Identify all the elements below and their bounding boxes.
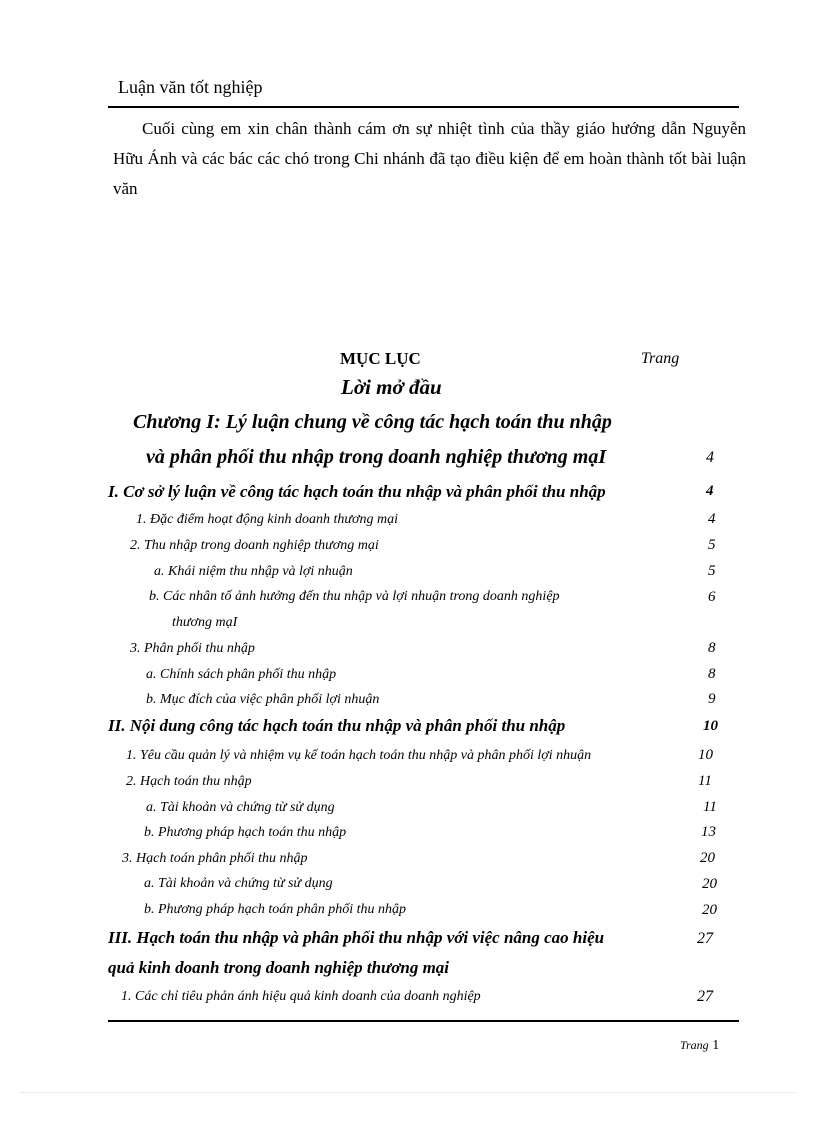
toc-entry-page: 20 [702, 876, 717, 892]
page-edge-divider [20, 1092, 796, 1093]
toc-chapter1-line2: và phân phối thu nhập trong doanh nghiệp thương mạI [146, 446, 607, 468]
toc-entry-page: 9 [708, 691, 716, 707]
toc-entry-page: 10 [698, 747, 713, 763]
running-header: Luận văn tốt nghiệp [118, 77, 263, 97]
toc-entry: b. Mục đích của việc phân phối lợi nhuận [146, 692, 380, 707]
toc-entry-page: 6 [708, 589, 716, 605]
toc-page-column-label: Trang [641, 350, 680, 367]
toc-entry: a. Tài khoản và chứng từ sử dụng [144, 876, 333, 891]
toc-intro: Lời mở đầu [341, 375, 442, 399]
toc-entry: a. Khái niệm thu nhập và lợi nhuận [154, 564, 353, 579]
toc-entry-page: 10 [703, 718, 718, 734]
toc-entry-page: 27 [697, 930, 713, 947]
toc-entry: 3. Phân phối thu nhập [130, 641, 255, 656]
toc-title: MỤC LỤC [340, 349, 421, 368]
footer-rule [108, 1020, 739, 1022]
page-footer [680, 1038, 719, 1054]
toc-entry: 3. Hạch toán phân phối thu nhập [122, 851, 308, 866]
toc-entry-page: 8 [708, 640, 716, 656]
toc-entry: 2. Thu nhập trong doanh nghiệp thương mại [130, 538, 379, 553]
header-rule [108, 106, 739, 108]
toc-entry-page: 11 [703, 799, 717, 815]
toc-entry-page: 11 [698, 773, 712, 789]
footer-page-number: 1 [712, 1038, 720, 1053]
toc-entry-page: 27 [697, 988, 713, 1005]
toc-entry-continuation: thương mạI [172, 615, 238, 630]
toc-entry-page: 5 [708, 563, 716, 579]
toc-entry: b. Các nhân tố ảnh hưởng đến thu nhập và lợi nhuận trong doanh nghiệp [149, 589, 560, 604]
toc-entry-page: 8 [708, 666, 716, 682]
toc-entry-page: 4 [708, 511, 716, 527]
toc-entry: 2. Hạch toán thu nhập [126, 774, 252, 789]
toc-entry: 1. Yêu cầu quản lý và nhiệm vụ kế toán hạch toán thu nhập và phân phối lợi nhuận [126, 748, 592, 763]
toc-entry-page: 20 [700, 850, 715, 866]
toc-entry-section-2: II. Nội dung công tác hạch toán thu nhập và phân phối thu nhập [108, 716, 566, 735]
toc-entry: 1. Các chỉ tiêu phản ánh hiệu quả kinh doanh của doanh nghiệp [121, 989, 481, 1004]
toc-entry: 1. Đặc điểm hoạt động kinh doanh thương mại [136, 512, 399, 527]
toc-entry-page: 4 [706, 483, 714, 499]
toc-entry-section-1: I. Cơ sở lý luận về công tác hạch toán thu nhập và phân phối thu nhập [108, 482, 606, 501]
footer-label: Trang [680, 1038, 709, 1052]
toc-chapter1-line1: Chương I: Lý luận chung về công tác hạch toán thu nhập [133, 411, 612, 433]
toc-entry: a. Chính sách phân phối thu nhập [146, 667, 337, 682]
toc-entry-page: 13 [701, 824, 716, 840]
toc-entry: b. Phương pháp hạch toán thu nhập [144, 825, 347, 840]
toc-entry: a. Tài khoản và chứng từ sử dụng [146, 800, 335, 815]
toc-entry-page: 20 [702, 902, 717, 918]
toc-entry-continuation: quả kinh doanh trong doanh nghiệp thương mại [108, 958, 450, 977]
toc-entry-page: 5 [708, 537, 716, 553]
toc-entry-section-3: III. Hạch toán thu nhập và phân phối thu nhập với việc nâng cao hiệu [108, 928, 605, 947]
toc-chapter1-page: 4 [706, 449, 714, 466]
toc-entry: b. Phương pháp hạch toán phân phối thu nhập [144, 902, 407, 917]
acknowledgement-paragraph: Cuối cùng em xin chân thành cám ơn sự nhiệt tình của thầy giáo hướng dẫn Nguyễn Hữu Ánh và các bác các chó trong Chi nhánh đã tạo điều kiện để em hoàn thành tốt bài luận văn [113, 119, 746, 198]
